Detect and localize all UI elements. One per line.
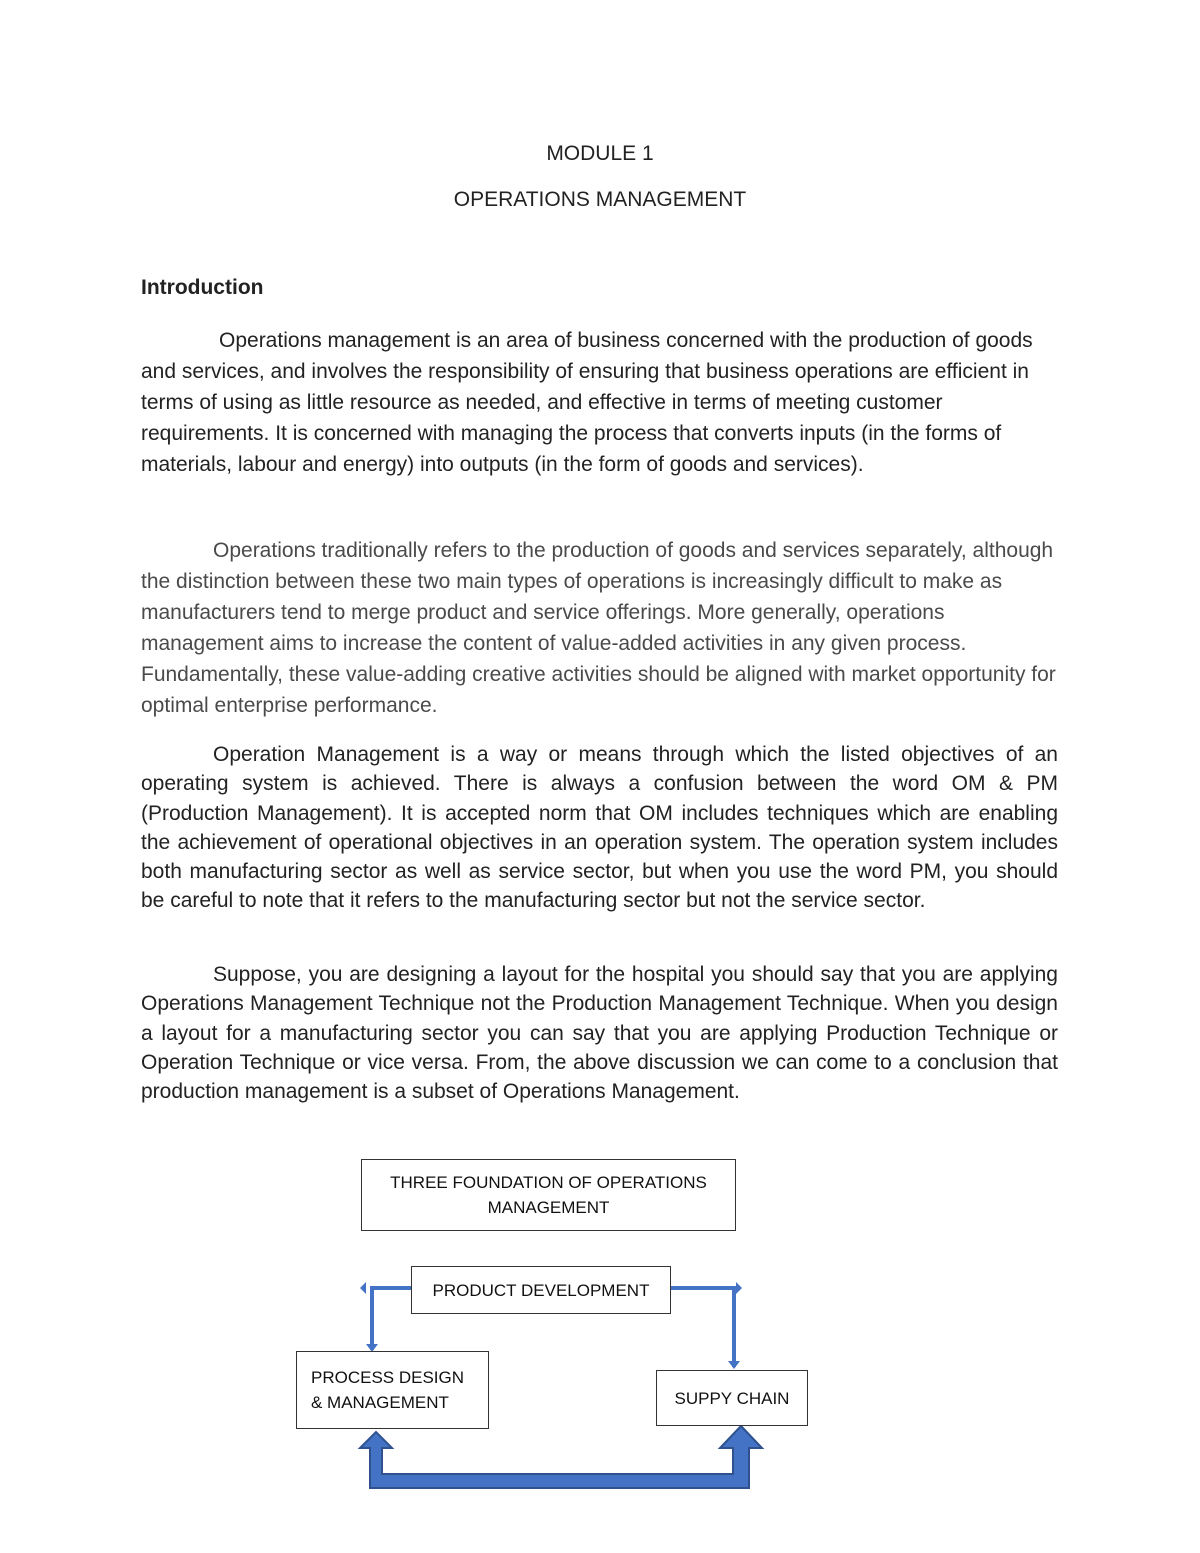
- arrow-product-to-supply: [670, 1282, 742, 1369]
- arrow-product-to-process: [360, 1282, 412, 1352]
- product-development-label: PRODUCT DEVELOPMENT: [432, 1280, 650, 1300]
- diagram-title-box: [361, 1159, 736, 1231]
- process-design-line2: & MANAGEMENT: [311, 1393, 449, 1412]
- page-title: OPERATIONS MANAGEMENT: [453, 188, 747, 211]
- diagram-title-line2: MANAGEMENT: [487, 1198, 610, 1217]
- section-heading: Introduction: [141, 276, 264, 299]
- paragraph-4-text: Suppose, you are designing a layout for the hospital you should say that you are applying Operations Management Technique not the Production Management Technique. When you design a layout for a manufacturing sector you can say that you are applying Production Technique or Operation Technique or vice versa. From, the above discussion we can come to a conclusion that production management is a subset of Operations Management.: [141, 963, 1058, 1104]
- product-development-box: [411, 1266, 671, 1314]
- paragraph-2-text: Operations traditionally refers to the production of goods and services separately, although the distinction between these two main types of operations is increasingly difficult to make as manufacturers tend to merge product and service offerings. More generally, operations management aims to increase the content of value-added activities in any given process. Fundamentally, these value-adding creative activities should be aligned with market opportunity for optimal enterprise performance.: [141, 539, 1056, 717]
- paragraph-3-text: Operation Management is a way or means through which the listed objectives of an operating system is achieved. There is always a confusion between the word OM & PM (Production Management). It is accepted norm that OM includes techniques which are enabling the achievement of operational objectives in an operation system. The operation system includes both manufacturing sector as well as service sector, but when you use the word PM, you should be careful to note that it refers to the manufacturing sector but not the service sector.: [141, 743, 1058, 913]
- paragraph-1-text: Operations management is an area of business concerned with the production of goods and services, and involves the responsibility of ensuring that business operations are efficient in terms of using as little resource as needed, and effective in terms of meeting customer requirements. It is concerned with managing the process that converts inputs (in the forms of materials, labour and energy) into outputs (in the form of goods and services).: [141, 329, 1033, 476]
- process-design-box: [296, 1351, 489, 1429]
- supply-chain-label: SUPPY CHAIN: [674, 1388, 790, 1408]
- process-design-line1: PROCESS DESIGN: [311, 1368, 465, 1387]
- diagram-title-line1: THREE FOUNDATION OF OPERATIONS: [390, 1173, 707, 1192]
- arrow-bottom-loop: [360, 1426, 762, 1488]
- supply-chain-box: [656, 1370, 808, 1426]
- module-label: MODULE 1: [546, 142, 654, 165]
